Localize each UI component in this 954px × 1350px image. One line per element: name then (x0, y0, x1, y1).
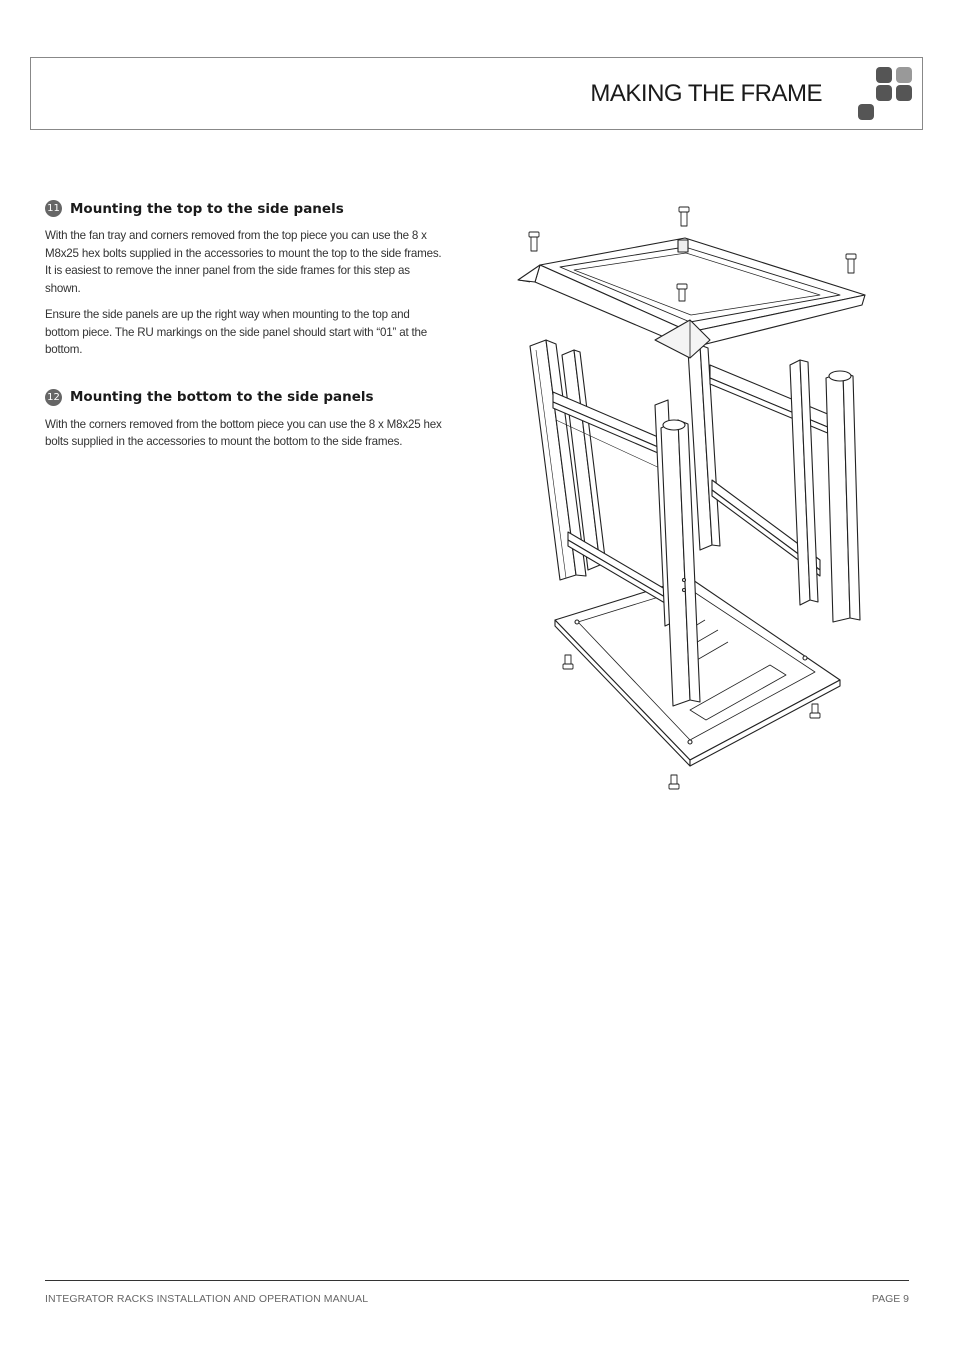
page-title: MAKING THE FRAME (590, 80, 822, 107)
logo-square-3 (876, 85, 892, 101)
step-number-badge: 11 (45, 200, 62, 217)
bolt-icon (810, 704, 820, 718)
footer-page-number: PAGE 9 (871, 1293, 909, 1305)
brand-logo-icon (856, 65, 916, 125)
logo-square-4 (896, 85, 912, 101)
top-piece (518, 238, 865, 358)
logo-square-2 (896, 67, 912, 83)
bolt-icon (679, 207, 689, 226)
step-paragraph: Ensure the side panels are up the right way when mounting to the top and bottom piece. The RU markings on the side panel should start with “01” at the bottom. (45, 308, 428, 356)
bolt-icon (563, 655, 573, 669)
step-heading (45, 389, 445, 406)
logo-square-1 (876, 67, 892, 83)
step-title: Mounting the top to the side panels (70, 200, 344, 217)
step-title: Mounting the bottom to the side panels (70, 389, 374, 405)
step-paragraph: With the fan tray and corners removed from the top piece you can use the 8 x M8x25 hex bolts supplied in the accessories to mount the top to the side frames. It is easiest to remove the inner panel from the side frames for this step as shown. (45, 229, 442, 295)
logo-square-5 (858, 104, 874, 120)
rack-frame-exploded-diagram-icon (505, 195, 895, 805)
bolt-icon (529, 232, 539, 251)
step-11 (45, 200, 445, 359)
bolt-icon (669, 775, 679, 789)
left-side-frame (530, 340, 670, 606)
step-paragraph: With the corners removed from the bottom piece you can use the 8 x M8x25 hex bolts supplied in the accessories to mount the bottom to the side frames. (45, 417, 442, 448)
step-heading (45, 200, 445, 217)
footer-manual-title: INTEGRATOR RACKS INSTALLATION AND OPERATION MANUAL (45, 1293, 369, 1305)
instructions (45, 200, 445, 460)
page-header (30, 57, 923, 130)
step-number-badge: 12 (45, 389, 62, 406)
footer-divider (45, 1280, 909, 1281)
bolt-icon (846, 254, 856, 273)
right-side-frame (710, 360, 860, 622)
step-12 (45, 389, 445, 451)
